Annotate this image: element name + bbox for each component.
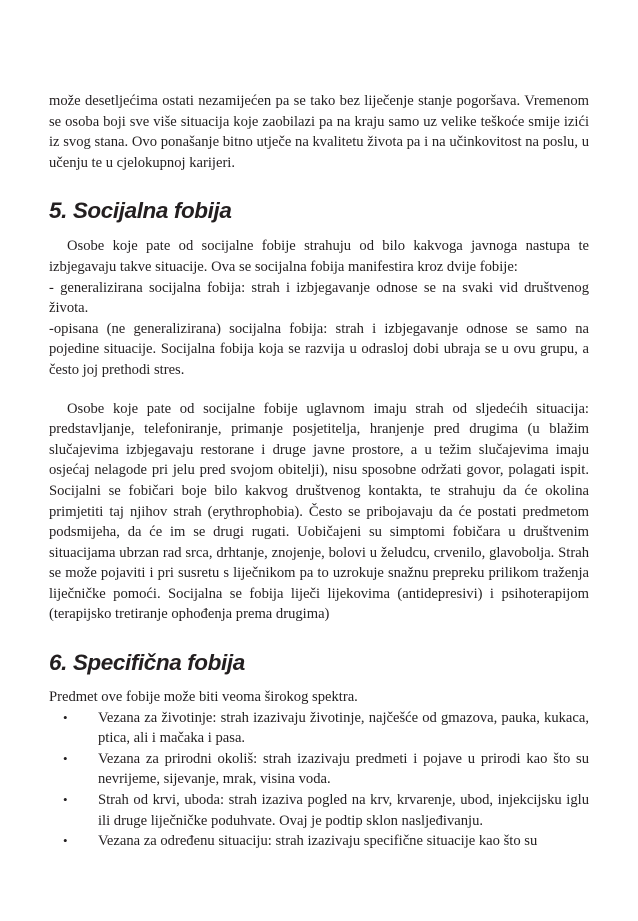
intro-paragraph: može desetljećima ostati nezamijećen pa se tako bez liječenje stanje pogoršava. Vremenom se osoba boji sve više situacija koje zaobilazi pa na kraju samo uz velike teškoće smije izići iz svog stana. Ovo ponašanje bitno utječe na kvalitetu života pa i na učinkovitost na poslu, u učenju te u cjelokupnoj karijeri. [49,93,589,171]
section-5-paragraph-2: - generalizirana socijalna fobija: strah i izbjegavanje odnose se na svaki vid društvenog života. [49,279,589,317]
list-item [49,831,589,852]
list-item [49,749,589,790]
bullet-icon: • [63,750,68,766]
list-item-text: Vezana za prirodni okoliš: strah izazivaju predmeti i pojave u prirodi kao što su nevrijeme, sijevanje, mrak, visina voda. [98,750,589,788]
section-5-paragraph-4: Osobe koje pate od socijalne fobije uglavnom imaju strah od sljedećih situacija: predstavljanje, telefoniranje, primanje posjetitelja, hranjenje pred drugima (u blažim slučajevima izbjegavaju restorane i druge javne prostore, a u težim slučajevima imaju osjećaj nelagode pri jelu pred svojom obitelji), nisu sposobne održati govor, polagati ispit. Socijalni se fobičari boje bilo kakvog društvenog kontakta, te strahuju da će okolina primjetiti taj njihov strah (erythrophobia). Često se pribojavaju da će postati predmetom podsmijeha, da će im se drugi rugati. Uobičajeni su simptomi fobičara u društvenim situacijama ubrzan rad srca, drhtanje, znojenje, bolovi u želudcu, crvenilo, glavobolja. Strah se može pojaviti i pri susretu s liječnikom pa to uzrokuje snažnu prepreku prilikom traženja liječničke pomoći. Socijalna se fobija liječi lijekovima (antidepresivi) i psihoterapijom (terapijsko tretiranje ophođenja prema drugima) [49,400,589,623]
bullet-icon: • [63,833,68,849]
section-5-paragraph-3: -opisana (ne generalizirana) socijalna fobija: strah i izbjegavanje odnose se samo na pojedine situacije. Socijalna fobija koja se razvija u odrasloj dobi ubraja se u ovu grupu, a često joj prethodi stres. [49,320,589,378]
list-item [49,708,589,749]
phobia-type-list [49,708,589,852]
list-item-text: Vezana za određenu situaciju: strah izazivaju specifične situacije kao što su [98,833,538,850]
list-item-text: Vezana za životinje: strah izazivaju životinje, najčešće od gmazova, pauka, kukaca, ptica, ali i mačaka i pasa. [98,709,589,747]
section-6-heading: 6. Specifična fobija [49,650,245,676]
paragraph-gap [49,381,589,399]
section-5-paragraph-1: Osobe koje pate od socijalne fobije strahuju od bilo kakvoga javnoga nastupa te izbjegavaju takve situacije. Ova se socijalna fobija manifestira kroz dvije fobije: [49,238,589,275]
section-6-intro: Predmet ove fobije može biti veoma širokog spektra. [49,689,358,706]
bullet-icon: • [63,709,68,725]
list-item [49,790,589,831]
section-5-heading: 5. Socijalna fobija [49,198,232,224]
list-item-text: Strah od krvi, uboda: strah izaziva pogled na krv, krvarenje, ubod, injekcijsku iglu ili druge liječničke poduhvate. Ovaj je podtip sklon nasljeđivanju. [98,792,589,829]
document-page [49,91,589,852]
bullet-icon: • [63,792,68,808]
